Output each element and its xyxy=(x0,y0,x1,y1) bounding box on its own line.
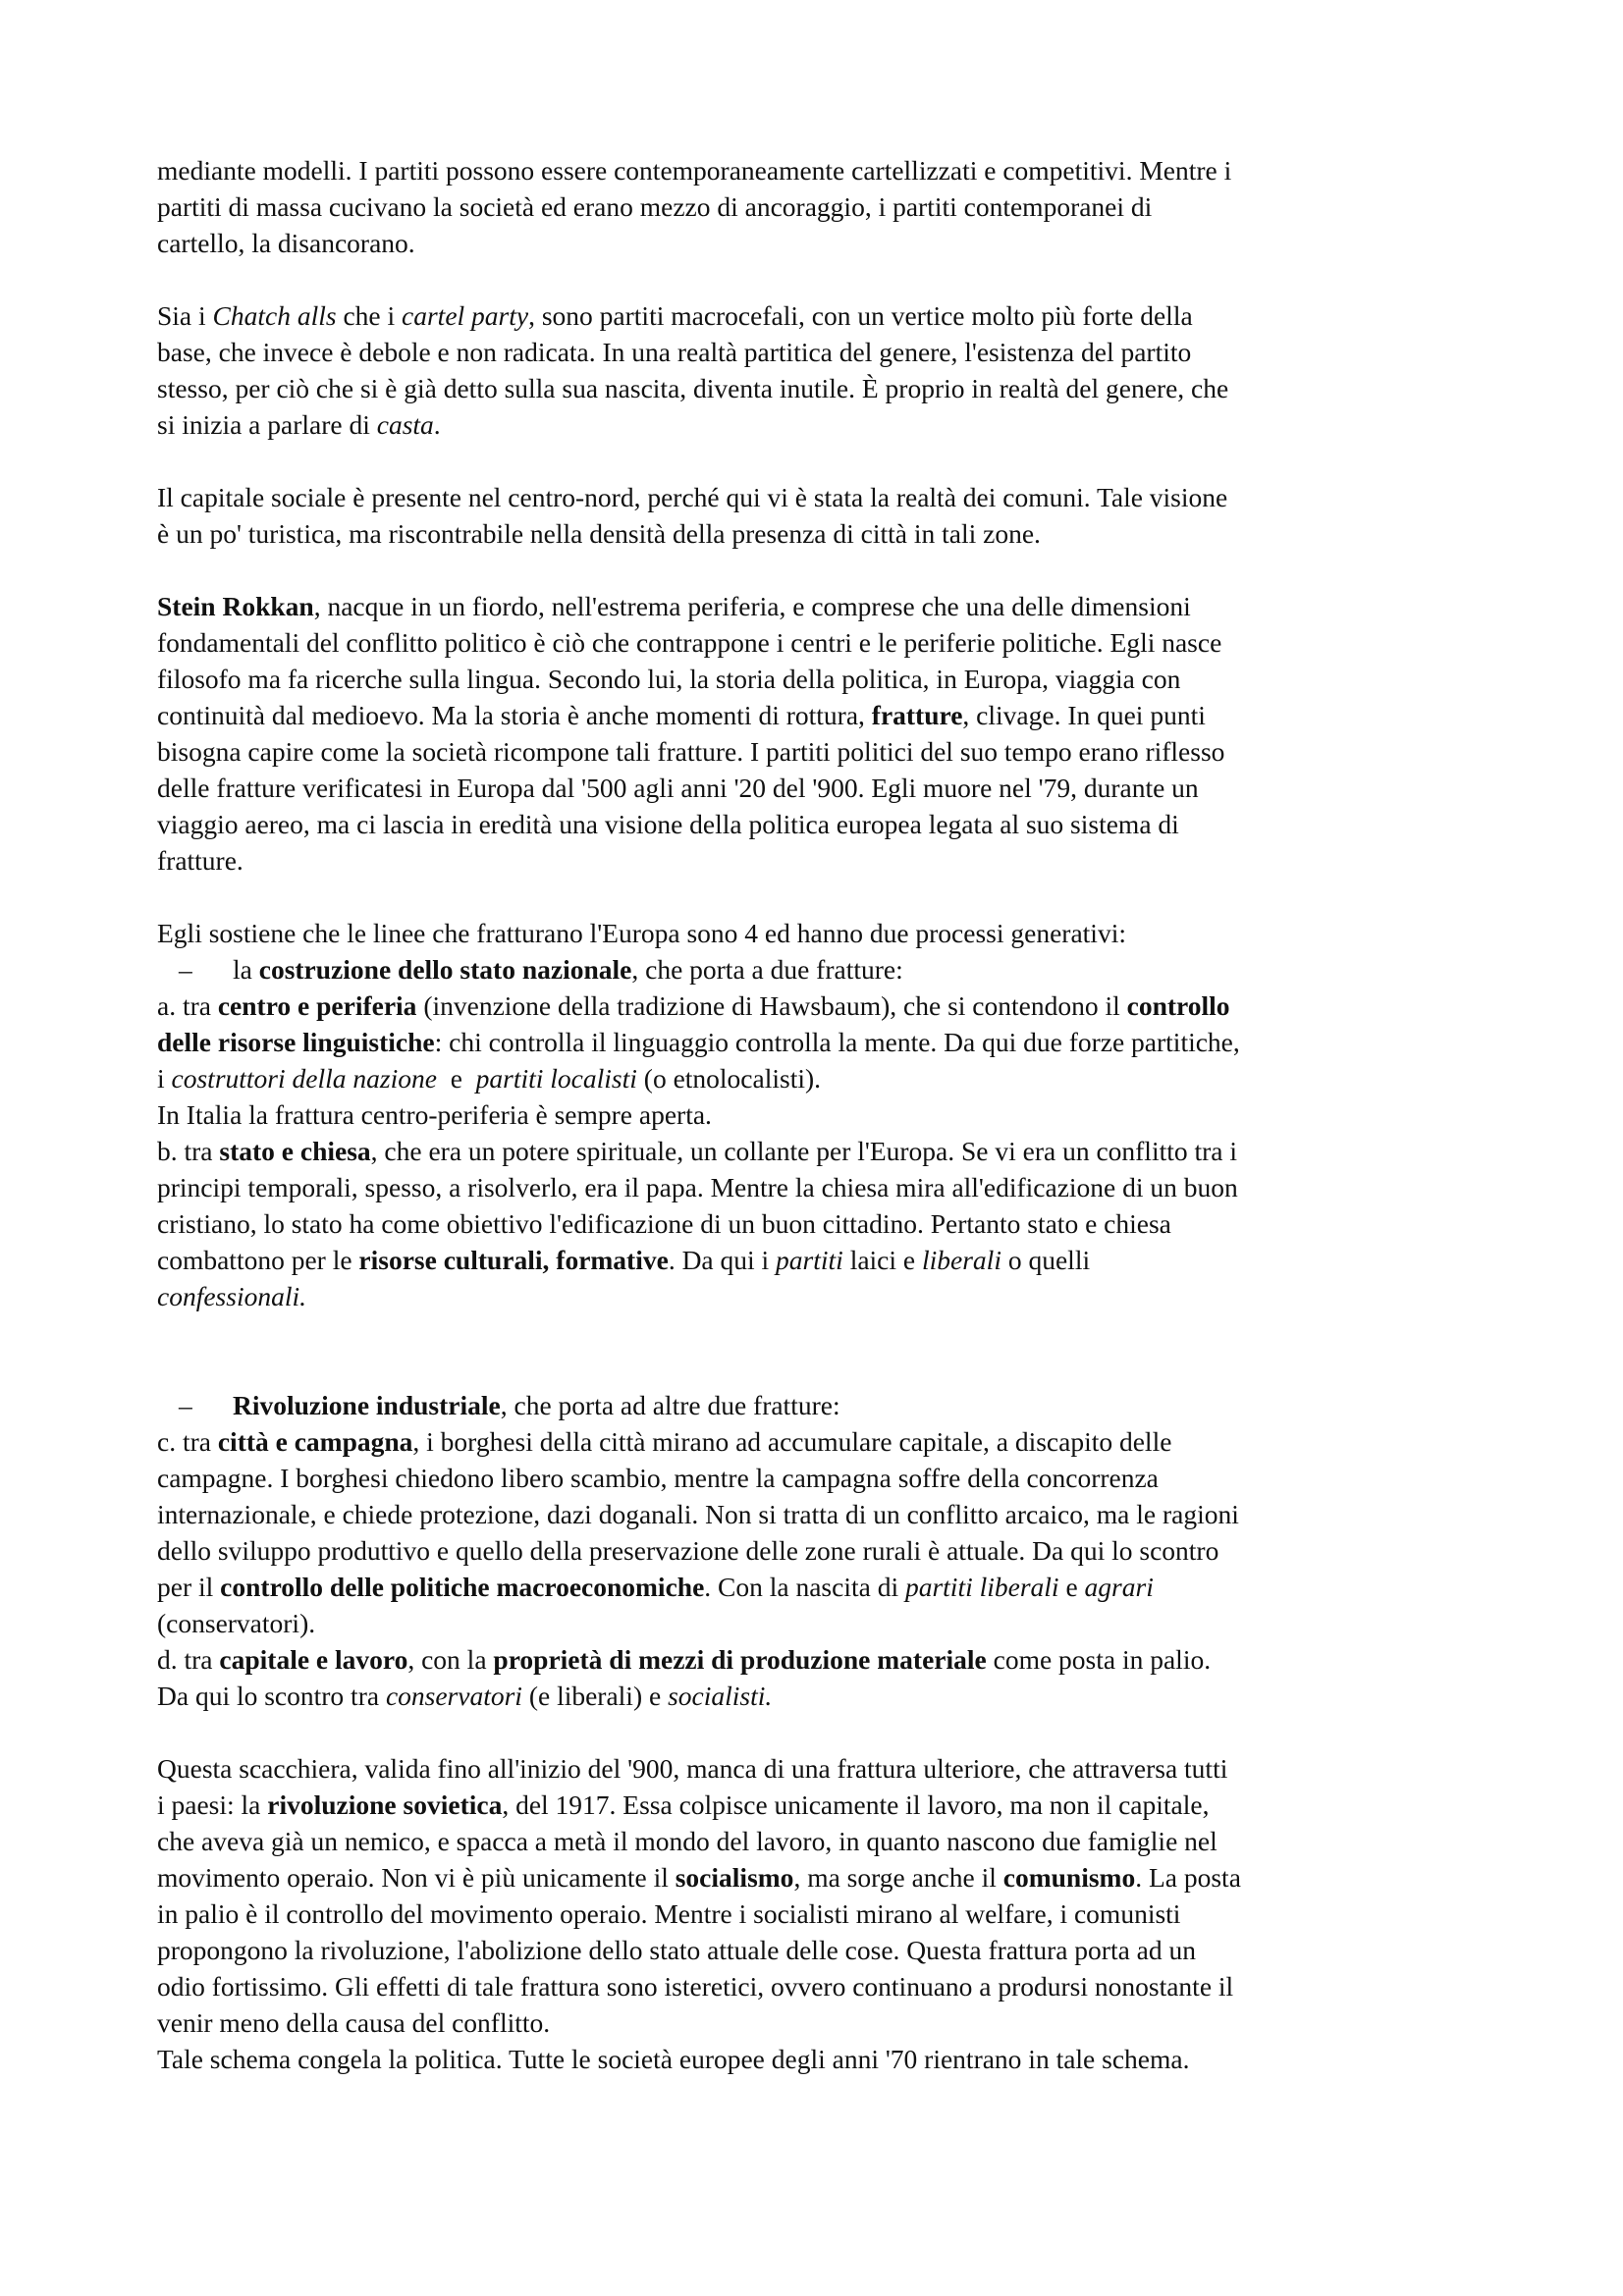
paragraph-linee-frattura: Egli sostiene che le linee che fratturano l'Europa sono 4 ed hanno due processi generativi: xyxy=(157,918,1126,948)
paragraph-partiti-cartello: mediante modelli. I partiti possono essere contemporaneamente cartellizzati e competitivi. Mentre i partiti di massa cucivano la società ed erano mezzo di ancoraggio, i partiti contemporanei di cartello, la disancorano. xyxy=(157,155,1232,258)
paragraph-italia: In Italia la frattura centro-periferia è sempre aperta. xyxy=(157,1099,712,1130)
paragraph-citta-campagna: c. tra città e campagna, i borghesi della città mirano ad accumulare capitale, a discapito delle campagne. I borghesi chiedono libero scambio, mentre la campagna soffre della concorrenza internazionale, e chiede protezione, dazi doganali. Non si tratta di un conflitto arcaico, ma le ragioni dello sviluppo produttivo e quello della preservazione delle zone rurali è attuale. Da qui lo scontro per il controllo delle politiche macroeconomiche. Con la nascita di partiti liberali e agrari (conservatori). xyxy=(157,1426,1239,1638)
list-item-stato-nazionale: – la costruzione dello stato nazionale, che porta a due fratture: xyxy=(179,954,903,985)
paragraph-stato-chiesa: b. tra stato e chiesa, che era un potere spirituale, un collante per l'Europa. Se vi era un conflitto tra i principi temporali, spesso, a risolverlo, era il papa. Mentre la chiesa mira all'edificazione di un buon cristiano, lo stato ha come obiettivo l'edificazione di un buon cittadino. Pertanto stato e chiesa combattono per le risorse culturali, formative. Da qui i partiti laici e liberali o quelli confessionali. xyxy=(157,1136,1238,1311)
paragraph-capitale-sociale: Il capitale sociale è presente nel centro-nord, perché qui vi è stata la realtà dei comuni. Tale visione è un po' turistica, ma riscontrabile nella densità della presenza di città in tali zone. xyxy=(157,482,1228,549)
paragraph-capitale-lavoro: d. tra capitale e lavoro, con la proprietà di mezzi di produzione materiale come posta in palio. Da qui lo scontro tra conservatori (e liberali) e socialisti. xyxy=(157,1644,1212,1711)
paragraph-macrocefali: Sia i Chatch alls che i cartel party, sono partiti macrocefali, con un vertice molto più forte della base, che invece è debole e non radicata. In una realtà partitica del genere, l'esistenza del partito stesso, per ciò che si è già detto sulla sua nascita, diventa inutile. È proprio in realtà del genere, che si inizia a parlare di casta. xyxy=(157,300,1229,440)
text-column xyxy=(157,152,1492,2077)
paragraph-schema: Tale schema congela la politica. Tutte le società europee degli anni '70 rientrano in tale schema. xyxy=(157,2044,1190,2074)
paragraph-rivoluzione-sovietica: Questa scacchiera, valida fino all'inizio del '900, manca di una frattura ulteriore, che attraversa tutti i paesi: la rivoluzione sovietica, del 1917. Essa colpisce unicamente il lavoro, ma non il capitale, che aveva già un nemico, e spacca a metà il mondo del lavoro, in quanto nascono due famiglie nel movimento operaio. Non vi è più unicamente il socialismo, ma sorge anche il comunismo. La posta in palio è il controllo del movimento operaio. Mentre i socialisti mirano al welfare, i comunisti propongono la rivoluzione, l'abolizione dello stato attuale delle cose. Questa frattura porta ad un odio fortissimo. Gli effetti di tale frattura sono isteretici, ovvero continuano a prodursi nonostante il venir meno della causa del conflitto. xyxy=(157,1753,1241,2038)
paragraph-stein-rokkan: Stein Rokkan, nacque in un fiordo, nell'estrema periferia, e comprese che una delle dimensioni fondamentali del conflitto politico è ciò che contrappone i centri e le periferie politiche. Egli nasce filosofo ma fa ricerche sulla lingua. Secondo lui, la storia della politica, in Europa, viaggia con continuità dal medioevo. Ma la storia è anche momenti di rottura, fratture, clivage. In quei punti bisogna capire come la società ricompone tali fratture. I partiti politici del suo tempo erano riflesso delle fratture verificatesi in Europa dal '500 agli anni '20 del '900. Egli muore nel '79, durante un viaggio aereo, ma ci lascia in eredità una visione della politica europea legata al suo sistema di fratture. xyxy=(157,591,1225,876)
paragraph-centro-periferia: a. tra centro e periferia (invenzione della tradizione di Hawsbaum), che si contendono il controllo delle risorse linguistiche: chi controlla il linguaggio controlla la mente. Da qui due forze partitiche, i costruttori della nazione e partiti localisti (o etnolocalisti). xyxy=(157,990,1240,1094)
list-item-rivoluzione-industriale: – Rivoluzione industriale, che porta ad altre due fratture: xyxy=(179,1390,840,1420)
